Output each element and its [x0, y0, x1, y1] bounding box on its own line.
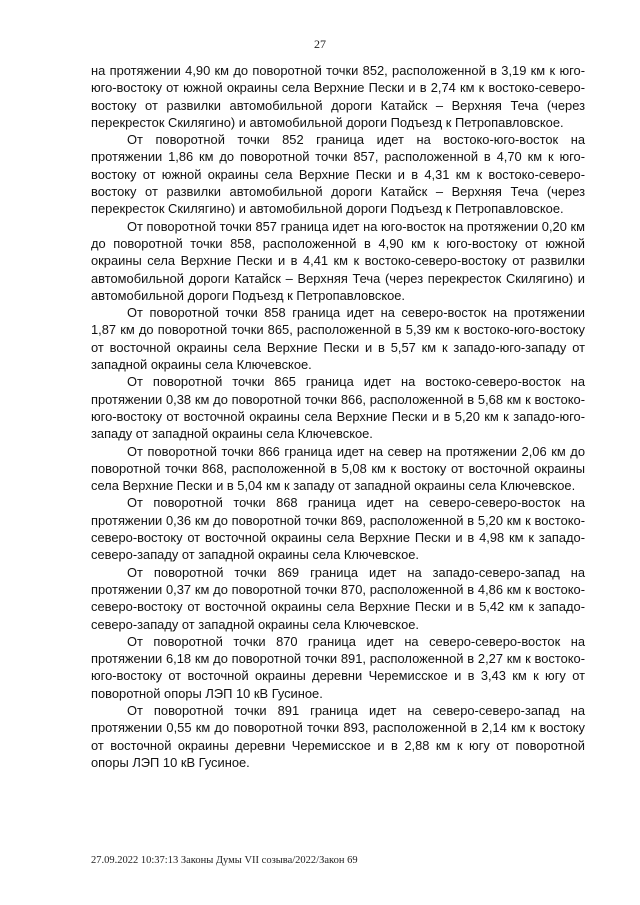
paragraph-1: на протяжении 4,90 км до поворотной точки 852, расположенной в 3,19 км к юго-юго-востоку от южной окраины села Верхние Пески и в 2,74 км к востоко-северо-востоку от развилки автомобильной дороги Катайск – Верхняя Теча (через перекресток Скилягино) и автомобильной дороги Подъезд к Петропавловское. [91, 63, 585, 130]
footer-stamp: 27.09.2022 10:37:13 Законы Думы VII созыва/2022/Закон 69 [91, 855, 358, 866]
document-body [91, 62, 585, 771]
paragraph-6: От поворотной точки 866 граница идет на север на протяжении 2,06 км до поворотной точки 868, расположенной в 5,08 км к востоку от восточной окраины села Верхние Пески и в 5,04 км к западу от западной окраины села Ключевское. [91, 443, 585, 494]
paragraph-3: От поворотной точки 857 граница идет на юго-восток на протяжении 0,20 км до поворотной точки 858, расположенной в 4,90 км к юго-востоку от южной окраины села Верхние Пески и в 4,41 км к востоко-северо-востоку от развилки автомобильной дороги Катайск – Верхняя Теча (через перекресток Скилягино) и автомобильной дороги Подъезд к Петропавловское. [91, 218, 585, 303]
paragraph-9: От поворотной точки 870 граница идет на северо-северо-восток на протяжении 6,18 км до поворотной точки 891, расположенной в 2,27 км к востоко-юго-востоку от восточной окраины деревни Черемисское и в 3,43 км к югу от поворотной опоры ЛЭП 10 кВ Гусиное. [91, 633, 585, 701]
paragraph-7: От поворотной точки 868 граница идет на северо-северо-восток на протяжении 0,36 км до поворотной точки 869, расположенной в 5,20 км к востоко-северо-востоку от восточной окраины села Верхние Пески и в 4,98 км к западо-северо-западу от западной окраины села Ключевское. [91, 495, 585, 563]
paragraph-5: От поворотной точки 865 граница идет на востоко-северо-восток на протяжении 0,38 км до поворотной точки 866, расположенной в 5,68 км к востоко-юго-востоку от восточной окраины села Верхние Пески и в 5,20 км к западо-юго-западу от западной окраины села Ключевское. [91, 374, 585, 442]
page-number: 27 [314, 37, 326, 51]
paragraph-8: От поворотной точки 869 граница идет на западо-северо-запад на протяжении 0,37 км до поворотной точки 870, расположенной в 4,86 км к востоко-северо-востоку от восточной окраины села Верхние Пески и в 5,42 км к западо-северо-западу от западной окраины села Ключевское. [91, 564, 585, 632]
paragraph-4: От поворотной точки 858 граница идет на северо-восток на протяжении 1,87 км до поворотной точки 865, расположенной в 5,39 км к востоко-юго-востоку от восточной окраины села Верхние Пески и в 5,57 км к западо-юго-западу от западной окраины села Ключевское. [91, 305, 585, 373]
paragraph-2: От поворотной точки 852 граница идет на востоко-юго-восток на протяжении 1,86 км до поворотной точки 857, расположенной в 4,70 км к юго-востоку от южной окраины села Верхние Пески и в 4,31 км к востоко-северо-востоку от развилки автомобильной дороги Катайск – Верхняя Теча (через перекресток Скилягино) и автомобильной дороги Подъезд к Петропавловское. [91, 132, 585, 217]
paragraph-10: От поворотной точки 891 граница идет на северо-северо-запад на протяжении 0,55 км до поворотной точки 893, расположенной в 2,14 км к востоку от восточной окраины деревни Черемисское и в 2,88 км к югу от поворотной опоры ЛЭП 10 кВ Гусиное. [91, 702, 585, 770]
